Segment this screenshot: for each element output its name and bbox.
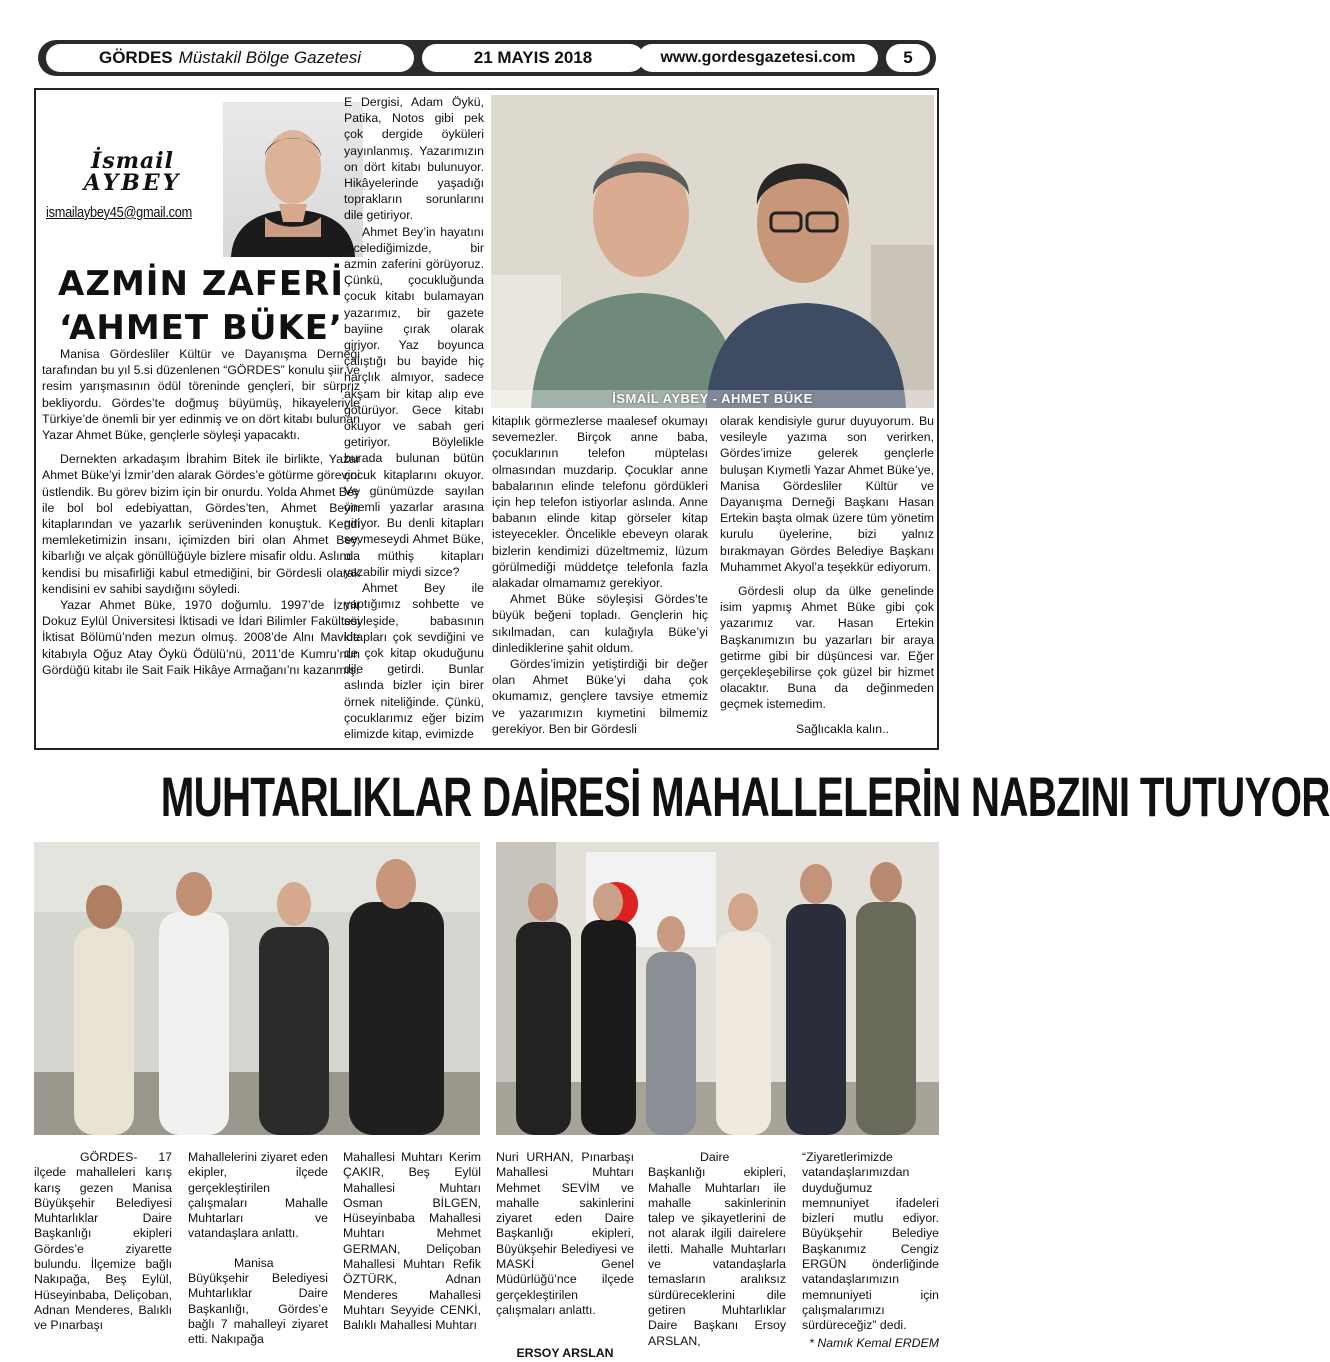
news-column-2 — [188, 1150, 328, 1348]
paragraph: E Dergisi, Adam Öykü, Patika, Notos gibi pek çok dergide öyküleri yayınlanmış. Yazarımızın on dört kitabı bulunuyor. Hikâyelerinde yaşadığı toprakların sorunlarını dile getiriyor. — [344, 95, 484, 223]
article-headline — [42, 262, 360, 350]
paragraph: Manisa Büyükşehir Belediyesi Muhtarlıklar Daire Başkanlığı, Gördes’e bağlı 7 mahalleyi ziyaret etti. Nakıpağa — [188, 1255, 328, 1347]
article-column-1 — [42, 346, 360, 678]
page-number: 5 — [886, 44, 930, 72]
paragraph: Gördes’imizin yetiştirdiği bir değer olan Ahmet Büke’yi daha çok okumamız, gençlere tavsiye etmemiz ve yazarımızın kıymetini bilmemiz gerekiyor. Ben bir Gördesli — [492, 657, 708, 736]
column-article — [34, 88, 939, 750]
paragraph: “Ziyaretlerimizde vatandaşlarımızdan duyduğumuz memnuniyet ifadeleri bizleri mutlu ediyor. Büyükşehir Belediye Başkanımız Cengiz ERGÜN önderliğinde vatandaşlarımızın memnuniyeti için çalışmalarımızı sürdüreceğiz” dedi. — [802, 1150, 939, 1333]
paragraph: olarak kendisiyle gurur duyuyorum. Bu vesileyle yazıma son verirken, Gördes’imize gelerek gençlerle buluşan Kıymetli Yazar Ahmet Büke’ye, Manisa Gördesliler Kültür ve Dayanışma Derneği Başkanı Hasan Ertekin başta olmak üzere tüm yönetim kurulu üyelerine, bizi yalnız bırakmayan Gördes Belediye Başkanı Muhammet Akyol’a teşekkür ediyorum. — [720, 414, 934, 574]
paragraph: kitaplık görmezlerse maalesef okumayı sevemezler. Birçok anne baba, çocuklarının telefon müptelası olmasından muzdarip. Çocuklar anne babalarının elinde telefonu gördükleri için hep telefon istiyorlar aslında. Anne babanın elinde kitap görseler kitap isteyecekler. Öncelikle ebeveyn olarak bizlerin kendimizi düzeltmemiz, lüzum görülmediği müddetçe telefonla fazla alakadar olmamamız gerekiyor. — [492, 414, 708, 591]
closing-line: Sağlıcakla kalın.. — [796, 721, 889, 736]
author-first-name: İsmail — [91, 148, 174, 174]
photo-caption: İSMAİL AYBEY - AHMET BÜKE — [491, 390, 934, 408]
author-photo — [223, 102, 363, 257]
paper-title — [46, 44, 414, 72]
paper-subtitle: Müstakil Bölge Gazetesi — [178, 48, 362, 67]
byline: * Namık Kemal ERDEM — [809, 1335, 939, 1350]
headline-line-1: AZMİN ZAFERİ — [58, 264, 344, 304]
paragraph: GÖRDES- 17 ilçede mahalleleri karış karış gezen Manisa Büyükşehir Belediyesi Muhtarlıklar Daire Başkanlığı ekipleri Gördes’e ziyarette bulundu. İlçemize bağlı Nakıpağa, Beş Eylül, Hüseyinbaba, Deliçoban, Adnan Menderes, Balıklı ve Pınarbaşı — [34, 1150, 172, 1333]
paragraph: Dernekten arkadaşım İbrahim Bitek ile birlikte, Yazar Ahmet Büke’yi İzmir’den alarak Gördes’e götürme görevini üstlendik. Bu görev bizim için bir onurdu. Yolda Ahmet Bey ile bol bol edebiyattan, Gördes’ten, Ahmet Beyin kitaplarından ve yazarlık serüveninden konuştuk. Kendi memleketimizin insanı, içimizden biri olan Ahmet Bey, kibarlığı ve alçak gönüllüğüyle bizlere misafir oldu. Aslında kendisi bu misafirliği kabul etmediğini, bir Gördesli olarak kendisini ev sahibi saydığını söyledi. — [42, 452, 360, 596]
masthead-bar — [38, 40, 936, 76]
news-photo-left — [34, 842, 480, 1135]
news-column-4 — [496, 1150, 634, 1362]
news-headline: MUHTARLIKLAR DAİRESİ MAHALLELERİN NABZINI TUTUYOR — [160, 765, 1330, 828]
paragraph: Nuri URHAN, Pınarbaşı Mahallesi Muhtarı Mehmet SEVİM ve mahalle sakinlerini ziyaret eden Daire Başkanlığı ekipleri, Büyükşehir Belediyesi ve MASKİ Genel Müdürlüğü’nce ilçede gerçekleştirilen çalışmaları anlattı. — [496, 1150, 634, 1317]
paper-name: GÖRDES — [98, 48, 173, 67]
news-column-6 — [802, 1150, 939, 1351]
news-column-1 — [34, 1150, 172, 1334]
interview-photo — [491, 95, 934, 408]
paragraph: Mahallesi Muhtarı Kerim ÇAKIR, Beş Eylül Mahallesi Muhtarı Osman BİLGEN, Hüseyinbaba Mahallesi Muhtarı Mehmet GERMAN, Deliçoban Mahallesi Muhtarı Refik ÖZTÜRK, Adnan Menderes Mahallesi Muhtarı Seyyide CENKİ, Balıklı Mahallesi Muhtarı — [343, 1150, 481, 1333]
paragraph: Gördesli olup da ülke genelinde isim yapmış Ahmet Büke gibi çok yazarımız var. Hasan Ertekin Başkanımızın bu yazarları bir araya getirme gibi bir düşüncesi var. Eğer gerçekleşebilirse çok güzel bir hizmet olacaktır. Buna da değinmeden geçmek istemedim. — [720, 584, 934, 712]
issue-date: 21 MAYIS 2018 — [422, 44, 644, 72]
paragraph: Ahmet Bey’in hayatını incelediğimizde, bir azmin zaferini görüyoruz. Çünkü, çocukluğunda çocuk kitabı bulamayan yazarımız, bir gazete bayiine çırak olarak giriyor. Yaz boyunca çalıştığı bu bayide hiç harçlık almıyor, sadece akşam bir kitap alıp eve götürüyor. Gece kitabı okuyor ve sabah geri getiriyor. Böylelikle burada bulunan bütün çocuk kitaplarını okuyor. Ve günümüzde sayılan önemli yazarlar arasına giriyor. Bu denli kitapları sevmeseydi Ahmet Büke, o müthiş kitapları yazabilir miydi sizce? — [344, 224, 484, 579]
author-name — [40, 150, 225, 194]
article-column-4 — [720, 413, 934, 737]
author-last-name: AYBEY — [83, 170, 182, 196]
paragraph: Daire Başkanlığı ekipleri, Mahalle Muhtarları ile mahalle sakinlerinin talep ve şikayetlerini de not alarak ilgili dairelere iletti. Mahalle Muhtarları ve vatandaşlarla temasların aralıksız sürdüreceklerini dile getiren Muhtarlıklar Daire Başkanı Ersoy ARSLAN, — [648, 1150, 786, 1348]
author-email[interactable]: ismailaybey45@gmail.com — [46, 204, 192, 221]
paragraph: Mahallelerini ziyaret eden ekipler, ilçede gerçekleştirilen çalışmaları Mahalle Muhtarları ve vatandaşlara anlattı. — [188, 1150, 328, 1241]
signature: ERSOY ARSLAN — [516, 1346, 614, 1361]
paragraph: Yazar Ahmet Büke, 1970 doğumlu. 1997’de İzmir Dokuz Eylül Üniversitesi İktisadi ve İdari Bilimler Fakültesi İktisat Bölümü’nden mezun olmuş. 2008’de Alnı Mavide kitabıyla Oğuz Atay Öykü Ödülü’nü, 2011’de Kumru’nun Gördüğü kitabı ile Sait Faik Hikâye Armağanı’nı kazanmış. — [42, 598, 360, 677]
headline-line-2: ‘AHMET BÜKE’ — [59, 308, 343, 348]
article-column-3 — [492, 413, 708, 737]
website-url[interactable]: www.gordesgazetesi.com — [638, 44, 878, 72]
paragraph: Manisa Gördesliler Kültür ve Dayanışma Derneği tarafından bu yıl 5.si düzenlenen “GÖRDES” konulu şiir ve resim yarışmasının ödül töreninde gençleri, bir sürpriz bekliyordu. Gördes’te doğmuş büyümüş, hikayeleriyle Türkiye’de önemli bir yer edinmiş ve on dört kitabı bulunan Yazar Ahmet Büke, gençlerle söyleşi yapacaktı. — [42, 347, 360, 443]
paragraph: Ahmet Bey ile yaptığımız sohbette ve söyleşide, babasının kitapları çok sevdiğini ve de çok kitap okuduğunu dile getirdi. Bunlar aslında bizler için birer örnek niteliğinde. Çünkü, çocuklarımız eğer bizim elimizde kitap, evimizde — [344, 581, 484, 741]
news-photo-right — [496, 842, 939, 1135]
news-column-5 — [648, 1150, 786, 1349]
article-column-2 — [344, 94, 484, 742]
news-column-3 — [343, 1150, 481, 1334]
paragraph: Ahmet Büke söyleşisi Gördes’te büyük beğeni topladı. Gençlerin hiç sıkılmadan, can kulağıyla Büke’yi dinlediklerine şahit oldum. — [492, 592, 708, 655]
